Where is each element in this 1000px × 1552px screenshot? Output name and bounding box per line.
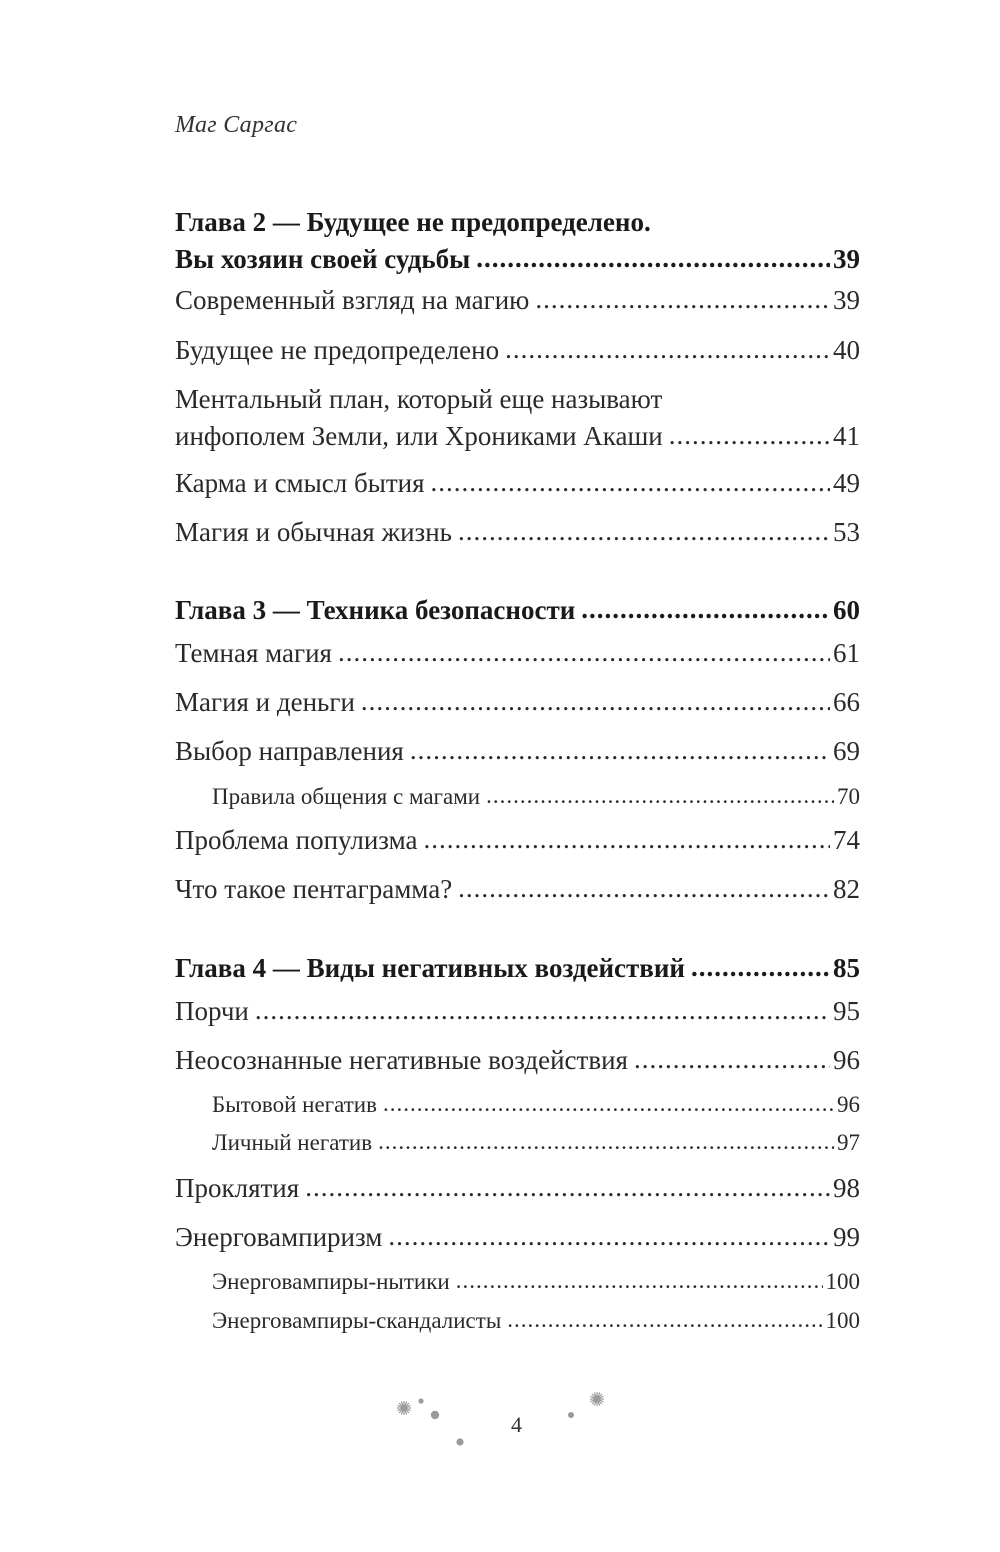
- toc-item-title: Что такое пентаграмма?: [175, 874, 453, 904]
- toc-page-number: 99: [833, 1222, 860, 1252]
- dot-leader: [507, 1304, 822, 1336]
- dot-leader: [431, 464, 830, 501]
- toc-item-title: Порчи: [175, 996, 249, 1026]
- dot-leader: [458, 513, 830, 550]
- toc-item-title: Энерговампиризм: [175, 1222, 383, 1252]
- toc-page-number: 39: [833, 285, 860, 315]
- dot-leader: [634, 1041, 830, 1078]
- toc-item[interactable]: [175, 332, 860, 369]
- toc-item-title: Будущее не предопределено: [175, 335, 500, 365]
- toc-item-title: Бытовой негатив: [212, 1092, 377, 1117]
- dot-leader: [423, 821, 830, 858]
- toc-chapter-2-title-line2: Вы хозяин своей судьбы: [175, 244, 471, 274]
- toc-chapter-2-title-line1: Глава 2 — Будущее не предопределено.: [175, 207, 651, 237]
- toc-page-number: 95: [833, 996, 860, 1026]
- dot-leader: [535, 281, 830, 318]
- toc-subitem[interactable]: [212, 1305, 860, 1337]
- toc-item[interactable]: [175, 635, 860, 672]
- toc-item-title: Энерговампиры-скандалисты: [212, 1308, 502, 1333]
- toc-item-title: Темная магия: [175, 638, 332, 668]
- dot-leader: [486, 780, 834, 812]
- toc-item[interactable]: [175, 381, 860, 455]
- toc-item-title: Личный негатив: [212, 1130, 373, 1155]
- toc-page-number: 61: [833, 638, 860, 668]
- toc-item[interactable]: [175, 733, 860, 770]
- toc-page-number: 40: [833, 335, 860, 365]
- toc-item-title: Проклятия: [175, 1173, 300, 1203]
- toc-page-number: 41: [833, 421, 860, 451]
- toc-page-number: 85: [833, 953, 860, 983]
- dot-leader: [410, 732, 830, 769]
- toc-page-number: 82: [833, 874, 860, 904]
- page-footer: [0, 1380, 1000, 1460]
- dot-leader: [255, 992, 830, 1029]
- toc-item-title-line1: Ментальный план, который еще называют: [175, 384, 663, 414]
- toc-item[interactable]: [175, 684, 860, 721]
- toc-item-title: Магия и обычная жизнь: [175, 517, 452, 547]
- toc-page-number: 74: [833, 825, 860, 855]
- dot-leader: [305, 1169, 830, 1206]
- dot-leader: [581, 591, 830, 628]
- toc-item[interactable]: [175, 465, 860, 502]
- toc-page-number: 96: [837, 1092, 860, 1117]
- toc-item-title: Выбор направления: [175, 736, 404, 766]
- toc-chapter-4-title: Глава 4 — Виды негативных воздействий: [175, 953, 685, 983]
- toc-item-title: Энерговампиры-нытики: [212, 1269, 450, 1294]
- toc-item-title: Проблема популизма: [175, 825, 418, 855]
- toc-page-number: 53: [833, 517, 860, 547]
- toc-page-number: 100: [825, 1308, 860, 1333]
- toc-item-title: инфополем Земли, или Хрониками Акаши: [175, 421, 663, 451]
- toc-page-number: 96: [833, 1045, 860, 1075]
- dot-leader: [476, 240, 830, 277]
- page-number: 4: [511, 1412, 522, 1437]
- toc-subitem[interactable]: [212, 1127, 860, 1159]
- toc-item[interactable]: [175, 514, 860, 551]
- dot-leader: [361, 683, 830, 720]
- toc-page-number: 100: [825, 1269, 860, 1294]
- dot-leader: [338, 634, 830, 671]
- toc-item[interactable]: [175, 1170, 860, 1207]
- toc-item-title: Неосознанные негативные воздействия: [175, 1045, 628, 1075]
- toc-page-number: 70: [837, 784, 860, 809]
- toc-chapter-3-title: Глава 3 — Техника безопасности: [175, 595, 576, 625]
- toc-page-number: 98: [833, 1173, 860, 1203]
- toc-item-title: Современный взгляд на магию: [175, 285, 530, 315]
- dot-leader: [458, 870, 830, 907]
- toc-chapter-3[interactable]: [175, 592, 860, 629]
- toc-item[interactable]: [175, 822, 860, 859]
- dot-leader: [383, 1088, 834, 1120]
- toc-subitem[interactable]: [212, 1089, 860, 1121]
- toc-subitem[interactable]: [212, 781, 860, 813]
- star-dots-ornament-icon: [0, 1380, 1000, 1460]
- toc-subitem[interactable]: [212, 1266, 860, 1298]
- toc-page-number: 66: [833, 687, 860, 717]
- toc-item[interactable]: [175, 1042, 860, 1079]
- toc-item-title: Правила общения с магами: [212, 784, 481, 809]
- toc-item[interactable]: [175, 1219, 860, 1256]
- toc-chapter-2[interactable]: [175, 204, 860, 278]
- toc-item[interactable]: [175, 282, 860, 319]
- toc-page-number: 97: [837, 1130, 860, 1155]
- toc-item[interactable]: [175, 871, 860, 908]
- toc-item-title: Магия и деньги: [175, 687, 355, 717]
- toc-page-number: 69: [833, 736, 860, 766]
- toc-item-title: Карма и смысл бытия: [175, 468, 425, 498]
- toc-page-number: 49: [833, 468, 860, 498]
- toc-chapter-4[interactable]: [175, 950, 860, 987]
- dot-leader: [388, 1218, 830, 1255]
- dot-leader: [669, 417, 830, 454]
- dot-leader: [378, 1126, 834, 1158]
- running-head-author: Маг Саргас: [175, 112, 298, 138]
- dot-leader: [505, 331, 830, 368]
- dot-leader: [456, 1265, 823, 1297]
- toc-page-number: 60: [833, 595, 860, 625]
- toc-item[interactable]: [175, 993, 860, 1030]
- toc-page-number: 39: [833, 244, 860, 274]
- dot-leader: [691, 949, 830, 986]
